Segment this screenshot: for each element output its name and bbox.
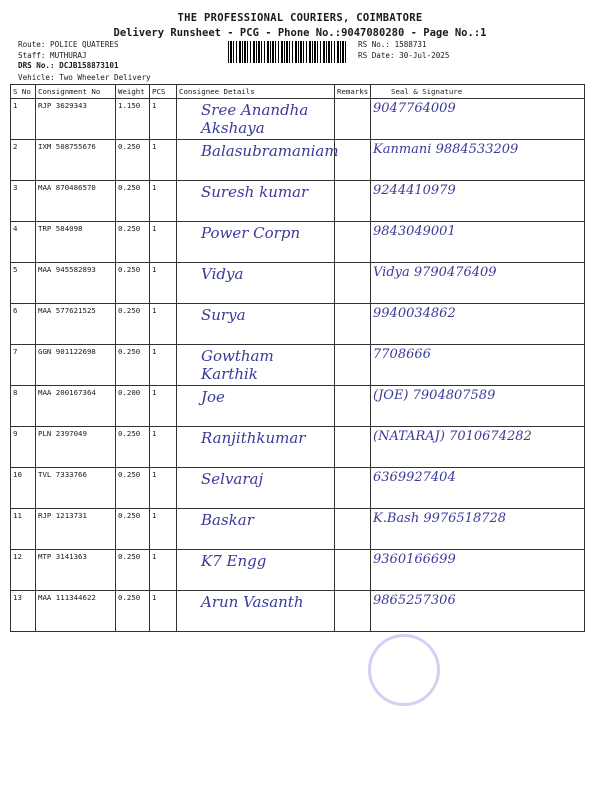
col-header-consignment: Consignment No [36, 85, 116, 99]
consignment-cell: MAA 945582893 [36, 263, 116, 304]
sno-cell: 8 [11, 386, 36, 427]
pcs-cell: 1 [150, 509, 177, 550]
signature-cell: 9865257306 [371, 591, 585, 632]
document-title: THE PROFESSIONAL COURIERS, COIMBATORE [177, 12, 423, 24]
consignment-cell: IXM 508755676 [36, 140, 116, 181]
col-header-sno: S No [11, 85, 36, 99]
remarks-cell [335, 140, 371, 181]
consignment-cell: MTP 3141363 [36, 550, 116, 591]
pcs-cell: 1 [150, 181, 177, 222]
signature-cell: 6369927404 [371, 468, 585, 509]
weight-cell: 1.150 [116, 99, 150, 140]
drs-text: DRS No.: DCJB158873101 [18, 61, 119, 70]
consignee-cell: Vidya [177, 263, 335, 304]
remarks-cell [335, 263, 371, 304]
signature-cell: K.Bash 9976518728 [371, 509, 585, 550]
consignee-cell: Selvaraj [177, 468, 335, 509]
consignee-cell: Balasubramaniam [177, 140, 335, 181]
table-row [11, 550, 585, 591]
consignee-cell: Sree Anandha Akshaya [177, 99, 335, 140]
table-row [11, 591, 585, 632]
remarks-cell [335, 509, 371, 550]
remarks-cell [335, 345, 371, 386]
pcs-cell: 1 [150, 550, 177, 591]
table-row [11, 468, 585, 509]
remarks-cell [335, 222, 371, 263]
remarks-cell [335, 468, 371, 509]
consignment-cell: MAA 111344622 [36, 591, 116, 632]
table-header-row [11, 85, 585, 99]
consignment-cell: MAA 577621525 [36, 304, 116, 345]
table-row [11, 263, 585, 304]
sno-cell: 6 [11, 304, 36, 345]
consignee-cell: K7 Engg [177, 550, 335, 591]
pcs-cell: 1 [150, 427, 177, 468]
remarks-cell [335, 181, 371, 222]
table-row [11, 427, 585, 468]
signature-cell: 9843049001 [371, 222, 585, 263]
weight-cell: 0.250 [116, 345, 150, 386]
document-subtitle: Delivery Runsheet - PCG - Phone No.:9047080280 - Page No.:1 [113, 27, 487, 39]
runsheet-table [10, 84, 585, 632]
weight-cell: 0.250 [116, 591, 150, 632]
weight-cell: 0.250 [116, 263, 150, 304]
consignment-cell: RJP 3629343 [36, 99, 116, 140]
barcode-image [228, 41, 346, 63]
meta-left [18, 40, 119, 72]
staff-text: Staff: MUTHURAJ [18, 50, 87, 60]
signature-cell: 9360166699 [371, 550, 585, 591]
signature-cell: 9940034862 [371, 304, 585, 345]
col-header-weight: Weight [116, 85, 150, 99]
signature-cell: (JOE) 7904807589 [371, 386, 585, 427]
consignee-cell: Joe [177, 386, 335, 427]
pcs-cell: 1 [150, 140, 177, 181]
consignee-cell: Power Corpn [177, 222, 335, 263]
consignee-cell: Ranjithkumar [177, 427, 335, 468]
signature-cell: 7708666 [371, 345, 585, 386]
sno-cell: 7 [11, 345, 36, 386]
weight-cell: 0.250 [116, 140, 150, 181]
pcs-cell: 1 [150, 386, 177, 427]
sno-cell: 4 [11, 222, 36, 263]
pcs-cell: 1 [150, 591, 177, 632]
weight-cell: 0.250 [116, 222, 150, 263]
pcs-cell: 1 [150, 222, 177, 263]
weight-cell: 0.200 [116, 386, 150, 427]
table-row [11, 304, 585, 345]
sno-cell: 5 [11, 263, 36, 304]
rs-no-text: RS No.: 1588731 [358, 40, 427, 49]
weight-cell: 0.250 [116, 304, 150, 345]
consignee-cell: Baskar [177, 509, 335, 550]
col-header-signature: Seal & Signature [371, 85, 585, 99]
table-row [11, 140, 585, 181]
sno-cell: 10 [11, 468, 36, 509]
consignee-cell: Surya [177, 304, 335, 345]
sno-cell: 1 [11, 99, 36, 140]
signature-cell: Kanmani 9884533209 [371, 140, 585, 181]
consignee-cell: Arun Vasanth [177, 591, 335, 632]
table-row [11, 222, 585, 263]
route-text: Route: POLICE QUATERES [18, 40, 119, 49]
consignee-cell: Gowtham Karthik [177, 345, 335, 386]
pcs-cell: 1 [150, 263, 177, 304]
table-row [11, 345, 585, 386]
consignee-cell: Suresh kumar [177, 181, 335, 222]
meta-right [358, 40, 449, 61]
weight-cell: 0.250 [116, 181, 150, 222]
remarks-cell [335, 386, 371, 427]
weight-cell: 0.250 [116, 427, 150, 468]
sno-cell: 13 [11, 591, 36, 632]
col-header-remarks: Remarks [335, 85, 371, 99]
pcs-cell: 1 [150, 468, 177, 509]
consignment-cell: MAA 870486570 [36, 181, 116, 222]
pcs-cell: 1 [150, 345, 177, 386]
col-header-pcs: PCS [150, 85, 177, 99]
table-row [11, 99, 585, 140]
pcs-cell: 1 [150, 304, 177, 345]
table-row [11, 181, 585, 222]
consignment-cell: TRP 584098 [36, 222, 116, 263]
table-row [11, 386, 585, 427]
consignment-cell: MAA 200167364 [36, 386, 116, 427]
pcs-cell: 1 [150, 99, 177, 140]
signature-cell: 9244410979 [371, 181, 585, 222]
sno-cell: 12 [11, 550, 36, 591]
sno-cell: 11 [11, 509, 36, 550]
remarks-cell [335, 99, 371, 140]
consignment-cell: GGN 901122698 [36, 345, 116, 386]
remarks-cell [335, 427, 371, 468]
weight-cell: 0.250 [116, 468, 150, 509]
remarks-cell [335, 550, 371, 591]
sno-cell: 2 [11, 140, 36, 181]
remarks-cell [335, 304, 371, 345]
ink-stamp [368, 634, 440, 706]
vehicle-text: Vehicle: Two Wheeler Delivery [18, 73, 151, 82]
table-row [11, 509, 585, 550]
rs-date-text: RS Date: 30-Jul-2025 [358, 50, 450, 60]
col-header-consignee: Consignee Details [177, 85, 335, 99]
consignment-cell: PLN 2397049 [36, 427, 116, 468]
consignment-cell: RJP 1213731 [36, 509, 116, 550]
signature-cell: Vidya 9790476409 [371, 263, 585, 304]
sno-cell: 9 [11, 427, 36, 468]
signature-cell: 9047764009 [371, 99, 585, 140]
consignment-cell: TVL 7333766 [36, 468, 116, 509]
remarks-cell [335, 591, 371, 632]
signature-cell: (NATARAJ) 7010674282 [371, 427, 585, 468]
weight-cell: 0.250 [116, 550, 150, 591]
sno-cell: 3 [11, 181, 36, 222]
weight-cell: 0.250 [116, 509, 150, 550]
